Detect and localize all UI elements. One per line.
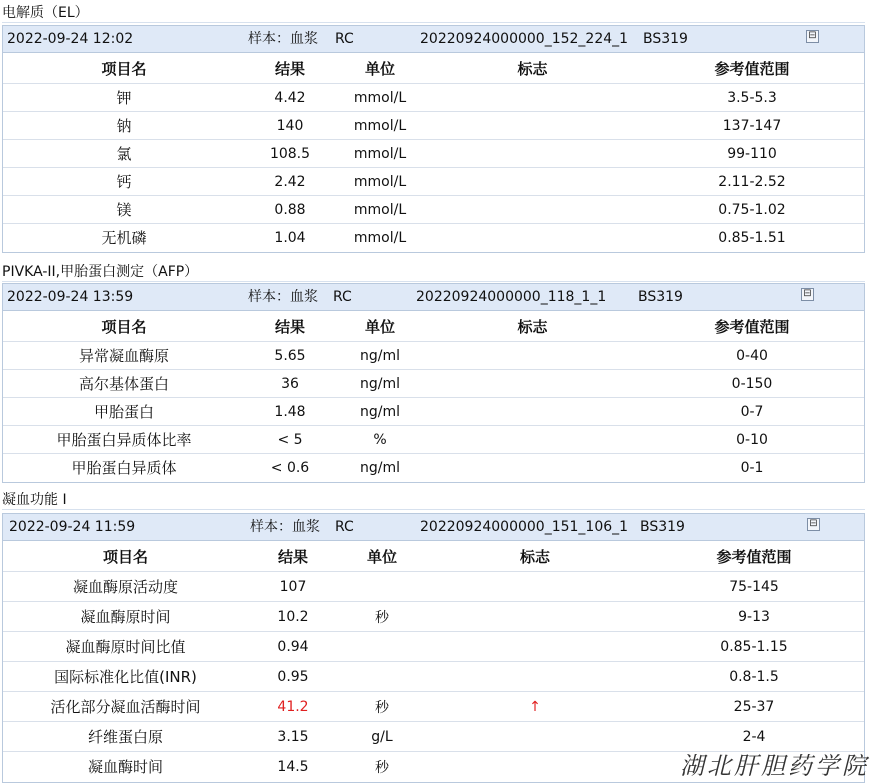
- cell-flag: [425, 112, 640, 140]
- cell-result: 10.2: [248, 602, 338, 632]
- cell-item-name: 凝血酶原时间: [3, 602, 248, 632]
- cell-result: 3.15: [248, 722, 338, 752]
- cell-result: 36: [245, 370, 335, 398]
- device-id: BS319: [638, 289, 683, 305]
- cell-unit: ng/ml: [335, 370, 425, 398]
- collapse-icon[interactable]: ⊟: [806, 30, 819, 43]
- cell-flag: [426, 632, 644, 662]
- cell-unit: %: [335, 426, 425, 454]
- cell-result: 2.42: [245, 168, 335, 196]
- cell-unit: 秒: [338, 602, 426, 632]
- section-title-coagulation: 凝血功能 I: [2, 491, 865, 510]
- cell-item-name: 活化部分凝血活酶时间: [3, 692, 248, 722]
- cell-item-name: 镁: [3, 196, 245, 224]
- cell-range: 137-147: [640, 112, 864, 140]
- col-header-result: 结果: [274, 317, 305, 336]
- cell-item-name: 凝血酶原活动度: [3, 572, 248, 602]
- cell-unit: mmol/L: [335, 84, 425, 112]
- table-header-row: [3, 53, 864, 84]
- col-header-flag: 标志: [519, 547, 550, 566]
- cell-flag: [426, 752, 644, 782]
- cell-range: 0.75-1.02: [640, 196, 864, 224]
- cell-range: 2-4: [644, 722, 864, 752]
- cell-result: 107: [248, 572, 338, 602]
- col-header-unit: 单位: [366, 547, 397, 566]
- cell-result: 1.48: [245, 398, 335, 426]
- cell-unit: ng/ml: [335, 454, 425, 482]
- cell-result: 0.88: [245, 196, 335, 224]
- collapse-icon[interactable]: ⊟: [801, 288, 814, 301]
- cell-item-name: 国际标准化比值(INR): [3, 662, 248, 692]
- cell-range: 0.8-1.5: [644, 662, 864, 692]
- table-row: [3, 572, 864, 602]
- cell-result: < 5: [245, 426, 335, 454]
- col-header-range: 参考值范围: [714, 317, 790, 336]
- cell-item-name: 凝血酶时间: [3, 752, 248, 782]
- col-header-name: 项目名: [102, 547, 148, 566]
- col-header-name: 项目名: [101, 317, 147, 336]
- table-row: [3, 342, 864, 370]
- barcode: 20220924000000_151_106_1: [420, 519, 629, 535]
- cell-range: 9-13: [644, 602, 864, 632]
- cell-result: 4.42: [245, 84, 335, 112]
- col-header-flag: 标志: [517, 59, 548, 78]
- cell-unit: ng/ml: [335, 342, 425, 370]
- cell-flag: [426, 602, 644, 632]
- col-header-range: 参考值范围: [714, 59, 790, 78]
- device-id: BS319: [643, 31, 688, 47]
- cell-range: 2.11-2.52: [640, 168, 864, 196]
- cell-flag: [426, 572, 644, 602]
- cell-range: 0-7: [640, 398, 864, 426]
- datetime: 2022-09-24 13:59: [7, 289, 134, 305]
- table-row: [3, 426, 864, 454]
- cell-unit: 秒: [338, 752, 426, 782]
- cell-range: 0-150: [640, 370, 864, 398]
- cell-item-name: 纤维蛋白原: [3, 722, 248, 752]
- cell-flag: ↑: [426, 692, 644, 722]
- sample-code: RC: [335, 31, 354, 47]
- panel-electrolytes: [2, 25, 865, 253]
- cell-unit: mmol/L: [335, 140, 425, 168]
- sample-code: RC: [333, 289, 352, 305]
- cell-flag: [425, 370, 640, 398]
- cell-flag: [425, 224, 640, 252]
- col-header-range: 参考值范围: [716, 547, 792, 566]
- cell-unit: mmol/L: [335, 168, 425, 196]
- cell-result: < 0.6: [245, 454, 335, 482]
- cell-range: 0-1: [640, 454, 864, 482]
- table-row: [3, 632, 864, 662]
- table-header-row: [3, 311, 864, 342]
- results-table: [3, 53, 864, 252]
- col-header-unit: 单位: [364, 59, 395, 78]
- cell-result: 14.5: [248, 752, 338, 782]
- cell-result: 0.94: [248, 632, 338, 662]
- table-row: [3, 602, 864, 632]
- cell-unit: [338, 632, 426, 662]
- cell-range: 0.85-1.15: [644, 632, 864, 662]
- section-title-electrolytes: 电解质（EL）: [2, 4, 865, 23]
- cell-result: 1.04: [245, 224, 335, 252]
- cell-flag: [425, 140, 640, 168]
- table-row: [3, 370, 864, 398]
- cell-flag: [425, 454, 640, 482]
- cell-flag: [425, 168, 640, 196]
- section-title-afp: PIVKA-II,甲胎蛋白测定（AFP）: [2, 263, 865, 282]
- cell-flag: [425, 196, 640, 224]
- cell-flag: [425, 84, 640, 112]
- cell-item-name: 氯: [3, 140, 245, 168]
- panel-header: [3, 514, 864, 541]
- results-table: [3, 311, 864, 482]
- sample-code: RC: [335, 519, 354, 535]
- table-row: [3, 692, 864, 722]
- table-row: [3, 112, 864, 140]
- cell-result: 0.95: [248, 662, 338, 692]
- table-row: [3, 84, 864, 112]
- datetime: 2022-09-24 11:59: [9, 519, 136, 535]
- barcode: 20220924000000_152_224_1: [420, 31, 629, 47]
- panel-header: [3, 26, 864, 53]
- cell-range: 3.5-5.3: [640, 84, 864, 112]
- cell-item-name: 异常凝血酶原: [3, 342, 245, 370]
- cell-unit: g/L: [338, 722, 426, 752]
- cell-unit: mmol/L: [335, 112, 425, 140]
- cell-result: 5.65: [245, 342, 335, 370]
- cell-range: 0-40: [640, 342, 864, 370]
- collapse-icon[interactable]: ⊟: [807, 518, 820, 531]
- sample-type: 样本：血浆: [250, 519, 320, 535]
- cell-unit: [338, 572, 426, 602]
- cell-result: 41.2: [248, 692, 338, 722]
- cell-range: 75-145: [644, 572, 864, 602]
- cell-item-name: 钙: [3, 168, 245, 196]
- table-row: [3, 398, 864, 426]
- cell-flag: [425, 426, 640, 454]
- cell-flag: [425, 398, 640, 426]
- cell-flag: [426, 662, 644, 692]
- cell-unit: [338, 662, 426, 692]
- col-header-flag: 标志: [517, 317, 548, 336]
- cell-result: 140: [245, 112, 335, 140]
- panel-afp: [2, 283, 865, 483]
- col-header-result: 结果: [274, 59, 305, 78]
- cell-item-name: 无机磷: [3, 224, 245, 252]
- col-header-name: 项目名: [101, 59, 147, 78]
- cell-unit: mmol/L: [335, 196, 425, 224]
- cell-item-name: 甲胎蛋白异质体比率: [3, 426, 245, 454]
- cell-result: 108.5: [245, 140, 335, 168]
- watermark-logo: 湖北肝胆药学院: [680, 752, 869, 780]
- col-header-unit: 单位: [364, 317, 395, 336]
- cell-range: 25-37: [644, 692, 864, 722]
- table-row: [3, 196, 864, 224]
- cell-item-name: 甲胎蛋白: [3, 398, 245, 426]
- barcode: 20220924000000_118_1_1: [416, 289, 607, 305]
- panel-coagulation: [2, 513, 865, 783]
- cell-range: 0-10: [640, 426, 864, 454]
- cell-item-name: 甲胎蛋白异质体: [3, 454, 245, 482]
- table-row: [3, 168, 864, 196]
- cell-unit: mmol/L: [335, 224, 425, 252]
- cell-item-name: 高尔基体蛋白: [3, 370, 245, 398]
- sample-type: 样本：血浆: [248, 289, 318, 305]
- cell-flag: [426, 722, 644, 752]
- cell-range: 0.85-1.51: [640, 224, 864, 252]
- cell-item-name: 钾: [3, 84, 245, 112]
- datetime: 2022-09-24 12:02: [7, 31, 134, 47]
- table-row: [3, 224, 864, 252]
- cell-unit: ng/ml: [335, 398, 425, 426]
- table-header-row: [3, 541, 864, 572]
- cell-item-name: 钠: [3, 112, 245, 140]
- table-row: [3, 454, 864, 482]
- cell-range: 99-110: [640, 140, 864, 168]
- table-row: [3, 140, 864, 168]
- cell-item-name: 凝血酶原时间比值: [3, 632, 248, 662]
- panel-header: [3, 284, 864, 311]
- cell-flag: [425, 342, 640, 370]
- device-id: BS319: [640, 519, 685, 535]
- table-row: [3, 662, 864, 692]
- col-header-result: 结果: [277, 547, 308, 566]
- sample-type: 样本：血浆: [248, 31, 318, 47]
- cell-unit: 秒: [338, 692, 426, 722]
